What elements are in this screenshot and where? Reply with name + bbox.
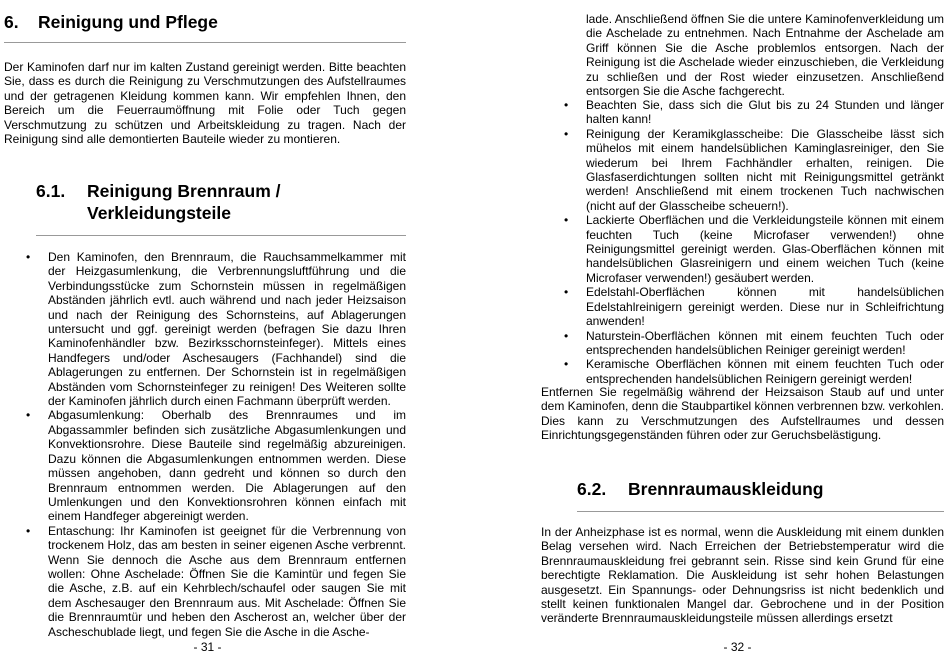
right-page: [475, 0, 950, 654]
list-item: • Keramische Oberflächen können mit einem feuchten Tuch oder entsprechenden handelsüblichen Reinigern gereinigt werden!: [564, 357, 944, 386]
subsection-number: 6.2.: [577, 479, 607, 499]
subsection-title-line-1: Reinigung Brennraum /: [87, 181, 281, 201]
cleaning-bullet-list: [24, 250, 406, 639]
bullet-icon: •: [26, 250, 31, 264]
bullet-icon: •: [564, 98, 569, 112]
list-item: • Reinigung der Keramikglasscheibe: Die Glasscheibe lässt sich mühelos mit einem handelsüblichen Kaminglasreiniger, den Sie wiederum bei Ihrem Fachhändler erhalten, reinigen. Die Glasfaserdichtungen sollten nicht mit Reinigungsmittel getränkt werden! Anschließend mit einem trockenen Tuch nachwischen (nicht auf der Glasscheibe scheuern!).: [564, 126, 944, 213]
bullet-icon: •: [26, 408, 31, 423]
continuation-paragraph: lade. Anschließend öffnen Sie die untere Kaminofenverkleidung um die Aschelade zu entnehmen. Nach Entnahme der Aschelade am Griff können Sie die Asche problemlos entsorgen. Nach der Reinigung ist die Aschelade wieder einzuschieben, die Verkleidung zu schließen und der Rost wieder einzusetzen. Anschließend entsorgen Sie die Asche fachgerecht.: [586, 12, 944, 99]
section-title: Reinigung und Pflege: [38, 12, 218, 32]
lining-paragraph: In der Anheizphase ist es normal, wenn die Auskleidung mit einem dunklen Belag versehen wird. Nach Erreichen der Betriebstemperatur wird die Brennraumauskleidung frei gebrannt sein. Risse sind kein Grund für eine berechtigte Reklamation. Die Auskleidung ist sehr hohen Belastungen ausgesetzt. Ein Spannungs- oder Dehnungsriss ist nicht bedenklich und stellt keinen funktionalen Mangel dar. Gebrochene und in der Position veränderte Brennraumauskleidungsteile müssen allerdings ersetzt: [541, 525, 944, 626]
bullet-icon: •: [564, 126, 569, 141]
page-number: - 32 -: [723, 640, 752, 654]
section-heading: [4, 10, 406, 43]
list-item: • Entaschung: Ihr Kaminofen ist geeignet für die Verbrennung von trockenem Holz, das am besten in seiner eigenen Asche verbrennt. Wenn Sie dennoch die Asche aus dem Brennraum entfernen wollen: Ohne Aschelade: Öffnen Sie die Kamintür und fegen Sie die Asche, z.B. auf ein Kehrblech/schaufel oder saugen Sie mit dem Aschesauger den Brennraum aus. Mit Aschelade: Öffnen Sie die Brennraumtür und heben den Ascherost an, welcher über der Ascheschublade liegt, und fegen Sie die Asche in die Asche-: [26, 523, 406, 639]
dust-paragraph: Entfernen Sie regelmäßig während der Heizsaison Staub auf und unter dem Kaminofen, denn die Staubpartikel können verbrennen bzw. verkohlen. Dies kann zu Verschmutzungen des Aufstellraumes und dessen Einrichtungsgegenständen führen oder zur Geruchsbelästigung.: [541, 385, 944, 443]
list-item: • Edelstahl-Oberflächen können mit handelsüblichen Edelstahlreinigern gereinigt werden. Diese nur in Schleifrichtung anwenden!: [564, 285, 944, 329]
subsection-title: [87, 180, 280, 224]
subsection-heading: [36, 180, 406, 236]
subsection-title: Brennraumauskleidung: [628, 479, 824, 499]
subsection-heading: [577, 478, 944, 512]
list-item: • Beachten Sie, dass sich die Glut bis zu 24 Stunden und länger halten kann!: [564, 98, 944, 127]
intro-paragraph: Der Kaminofen darf nur im kalten Zustand gereinigt werden. Bitte beachten Sie, dass es durch die Reinigung zu Verschmutzungen des Aufstellraumes und der getragenen Kleidung kommen kann. Wir empfehlen Ihnen, den Bereich um die Feuerraumöffnung mit Folie oder Tuch gegen Verschmutzung zu schützen und Arbeitskleidung zu tragen. Nach der Reinigung sind alle demontierten Bauteile wieder zu montieren.: [4, 60, 406, 147]
list-item: • Naturstein-Oberflächen können mit einem feuchten Tuch oder entsprechenden handelsüblichen Reiniger gereinigt werden!: [564, 328, 944, 357]
subsection-title-line-2: Verkleidungsteile: [87, 203, 231, 223]
bullet-icon: •: [564, 328, 569, 343]
surface-bullet-list: [562, 98, 944, 386]
list-item: • Abgasumlenkung: Oberhalb des Brennraumes und im Abgassammler befinden sich zusätzliche Abgasumlenkungen und Konvektionsrohre. Diese Bauteile sind regelmäßig abzureinigen. Dazu können die Abgasumlenkungen entnommen werden. Diese müssen angehoben, dann gedreht und können so durch den Brennraum entnommen werden. Die Ablagerungen auf den Umlenkungen und den Konvektionsrohren können einfach mit einem Handfeger abgereinigt werden.: [26, 408, 406, 524]
list-item: • Den Kaminofen, den Brennraum, die Rauchsammelkammer mit der Heizgasumlenkung, die Verbrennungsluftführung und die Verbindungsstücke zum Schornstein müssen in regelmäßigen Abständen jährlich evtl. auch während und nach jeder Heizsaison und nach der Reinigung des Schornsteins, auf Ablagerungen untersucht und ggf. gereinigt werden (befragen Sie dazu Ihren Kaminofenhändler bzw. Bezirksschornsteinfeger). Mittels eines Handfegers und/oder Aschesaugers (Fachhandel) sind die Ablagerungen zu entfernen. Der Schornstein ist in regelmäßigen Abständen vom Schornsteinfeger zu reinigen! Des Weiteren sollte der Kaminofen jährlich durch einen Fachmann überprüft werden.: [26, 250, 406, 409]
bullet-icon: •: [564, 213, 569, 228]
bullet-icon: •: [564, 357, 569, 372]
bullet-icon: •: [564, 285, 569, 300]
list-item: • Lackierte Oberflächen und die Verkleidungsteile können mit einem feuchten Tuch (keine Microfaser verwenden!) ohne Reinigungsmittel gereinigt werden. Glas-Oberflächen können mit handelsüblichen Glasreinigern und einem weichen Tuch (keine Microfaser verwenden!) gesäubert werden.: [564, 213, 944, 285]
page-number: - 31 -: [193, 640, 222, 654]
section-number: 6.: [4, 12, 19, 32]
bullet-icon: •: [26, 523, 31, 538]
subsection-number: 6.1.: [36, 181, 66, 201]
